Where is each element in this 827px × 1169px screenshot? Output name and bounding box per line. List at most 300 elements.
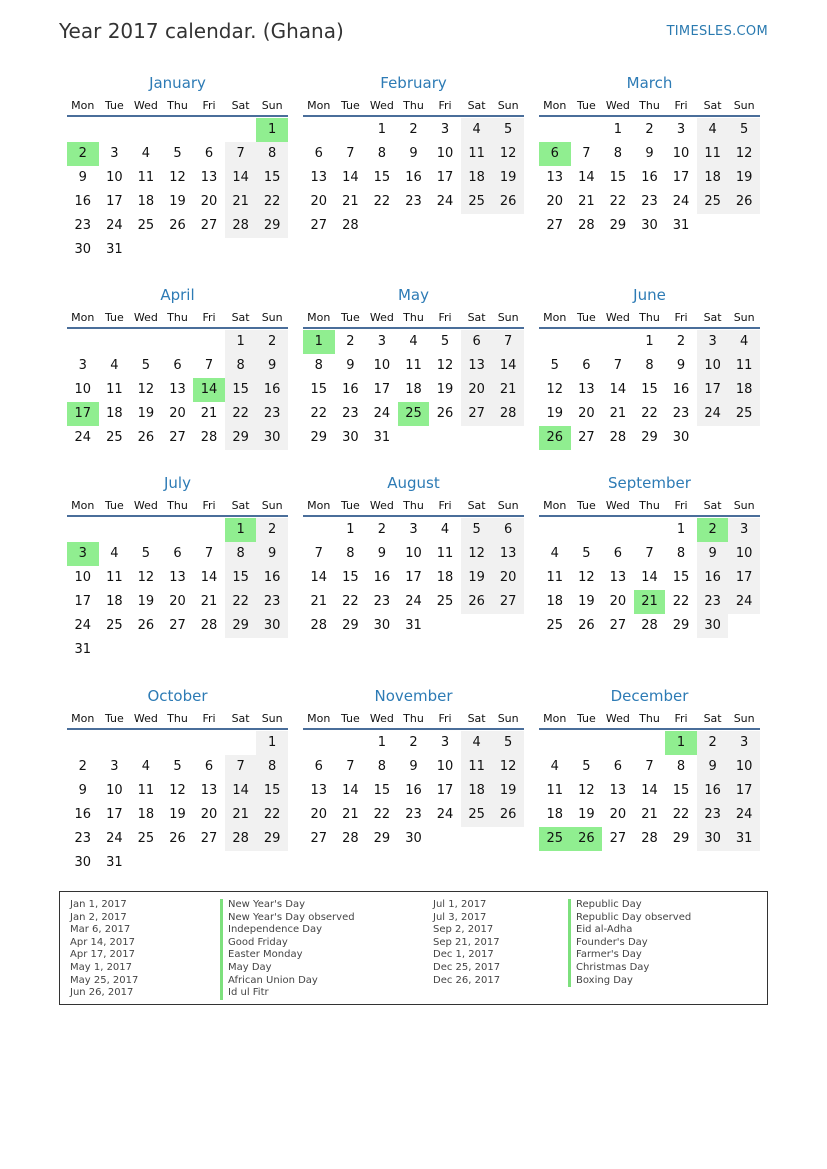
day-cell[interactable]: 30 bbox=[74, 242, 92, 257]
day-cell[interactable]: 15 bbox=[373, 170, 391, 185]
day-cell[interactable]: 20 bbox=[310, 807, 328, 822]
day-cell[interactable]: 7 bbox=[346, 759, 355, 774]
day-cell[interactable]: 3 bbox=[440, 122, 450, 137]
day-cell[interactable]: 26 bbox=[578, 618, 595, 633]
day-cell[interactable]: 11 bbox=[405, 358, 422, 373]
day-cell[interactable]: 20 bbox=[200, 807, 218, 822]
weekend-day-cell[interactable]: 17 bbox=[728, 566, 760, 590]
day-cell[interactable]: 17 bbox=[436, 783, 454, 798]
day-cell[interactable]: 6 bbox=[314, 146, 323, 161]
day-cell[interactable]: 29 bbox=[310, 430, 328, 445]
day-cell[interactable]: 12 bbox=[169, 170, 186, 185]
day-cell[interactable]: 6 bbox=[314, 759, 323, 774]
weekend-day-cell[interactable]: 26 bbox=[461, 590, 493, 614]
weekend-day-cell[interactable]: 19 bbox=[728, 166, 760, 190]
day-cell[interactable]: 30 bbox=[373, 618, 391, 633]
weekend-day-cell[interactable]: 13 bbox=[492, 542, 524, 566]
day-cell[interactable]: 19 bbox=[169, 194, 186, 209]
day-cell[interactable]: 24 bbox=[405, 594, 422, 609]
weekend-day-cell[interactable]: 27 bbox=[492, 590, 524, 614]
day-cell[interactable]: 29 bbox=[672, 618, 690, 633]
day-cell[interactable]: 13 bbox=[310, 170, 328, 185]
day-cell[interactable]: 4 bbox=[409, 334, 418, 349]
day-cell[interactable]: 5 bbox=[582, 546, 591, 561]
day-cell[interactable]: 17 bbox=[106, 194, 123, 209]
weekend-day-cell[interactable]: 5 bbox=[492, 118, 524, 142]
weekend-day-cell[interactable]: 25 bbox=[697, 190, 729, 214]
day-cell[interactable]: 13 bbox=[609, 570, 627, 585]
day-cell[interactable]: 28 bbox=[641, 831, 658, 846]
day-cell[interactable]: 5 bbox=[141, 358, 151, 373]
weekend-day-cell[interactable]: 3 bbox=[728, 518, 760, 542]
day-cell[interactable]: 10 bbox=[74, 382, 92, 397]
day-cell[interactable]: 31 bbox=[74, 642, 92, 657]
day-cell[interactable]: 17 bbox=[74, 594, 92, 609]
weekend-day-cell[interactable]: 30 bbox=[697, 614, 729, 638]
day-cell[interactable]: 22 bbox=[672, 807, 690, 822]
day-cell[interactable]: 18 bbox=[106, 406, 123, 421]
day-cell[interactable]: 4 bbox=[550, 759, 559, 774]
day-cell[interactable]: 15 bbox=[373, 783, 391, 798]
day-cell[interactable]: 28 bbox=[200, 430, 218, 445]
weekend-day-cell[interactable]: 15 bbox=[225, 566, 257, 590]
day-cell[interactable]: 13 bbox=[200, 170, 218, 185]
day-cell[interactable]: 15 bbox=[609, 170, 627, 185]
weekend-day-cell[interactable]: 16 bbox=[697, 779, 729, 803]
weekend-day-cell[interactable]: 7 bbox=[225, 142, 257, 166]
weekend-day-cell[interactable]: 5 bbox=[461, 518, 493, 542]
day-cell[interactable]: 14 bbox=[609, 382, 627, 397]
day-cell[interactable]: 20 bbox=[609, 594, 627, 609]
weekend-day-cell[interactable]: 26 bbox=[492, 803, 524, 827]
weekend-day-cell[interactable]: 2 bbox=[256, 330, 288, 354]
day-cell[interactable]: 2 bbox=[377, 522, 387, 537]
weekend-day-cell[interactable]: 17 bbox=[728, 779, 760, 803]
day-cell[interactable]: 21 bbox=[200, 594, 218, 609]
day-cell[interactable]: 20 bbox=[609, 807, 627, 822]
weekend-day-cell[interactable]: 29 bbox=[256, 214, 288, 238]
day-cell[interactable]: 28 bbox=[609, 430, 627, 445]
day-cell[interactable]: 4 bbox=[141, 759, 151, 774]
day-cell[interactable]: 25 bbox=[546, 618, 564, 633]
day-cell[interactable]: 15 bbox=[310, 382, 328, 397]
weekend-day-cell[interactable]: 15 bbox=[225, 378, 257, 402]
day-cell[interactable]: 24 bbox=[106, 831, 123, 846]
day-cell[interactable]: 31 bbox=[106, 242, 123, 257]
day-cell[interactable]: 30 bbox=[641, 218, 658, 233]
day-cell[interactable]: 21 bbox=[200, 406, 218, 421]
day-cell[interactable]: 15 bbox=[342, 570, 359, 585]
holiday-day-cell[interactable]: 3 bbox=[67, 542, 99, 566]
day-cell[interactable]: 4 bbox=[110, 358, 119, 373]
day-cell[interactable]: 12 bbox=[578, 570, 595, 585]
day-cell[interactable]: 1 bbox=[676, 522, 686, 537]
day-cell[interactable]: 3 bbox=[78, 358, 87, 373]
day-cell[interactable]: 25 bbox=[137, 831, 155, 846]
holiday-day-cell[interactable]: 6 bbox=[539, 142, 571, 166]
day-cell[interactable]: 10 bbox=[405, 546, 422, 561]
day-cell[interactable]: 13 bbox=[169, 570, 186, 585]
day-cell[interactable]: 21 bbox=[310, 594, 328, 609]
day-cell[interactable]: 13 bbox=[546, 170, 564, 185]
day-cell[interactable]: 13 bbox=[578, 382, 595, 397]
day-cell[interactable]: 20 bbox=[169, 406, 186, 421]
weekend-day-cell[interactable]: 18 bbox=[697, 166, 729, 190]
day-cell[interactable]: 26 bbox=[169, 831, 186, 846]
day-cell[interactable]: 3 bbox=[110, 759, 119, 774]
day-cell[interactable]: 24 bbox=[106, 218, 123, 233]
day-cell[interactable]: 24 bbox=[436, 194, 454, 209]
day-cell[interactable]: 20 bbox=[169, 594, 186, 609]
holiday-day-cell[interactable]: 25 bbox=[398, 402, 430, 426]
weekend-day-cell[interactable]: 25 bbox=[461, 190, 493, 214]
weekend-day-cell[interactable]: 7 bbox=[225, 755, 257, 779]
day-cell[interactable]: 27 bbox=[609, 618, 627, 633]
day-cell[interactable]: 16 bbox=[405, 170, 422, 185]
day-cell[interactable]: 22 bbox=[609, 194, 627, 209]
day-cell[interactable]: 31 bbox=[373, 430, 391, 445]
weekend-day-cell[interactable]: 18 bbox=[461, 166, 493, 190]
day-cell[interactable]: 21 bbox=[342, 807, 359, 822]
day-cell[interactable]: 16 bbox=[373, 570, 391, 585]
day-cell[interactable]: 16 bbox=[672, 382, 690, 397]
day-cell[interactable]: 7 bbox=[204, 358, 214, 373]
day-cell[interactable]: 12 bbox=[137, 570, 155, 585]
day-cell[interactable]: 12 bbox=[578, 783, 595, 798]
day-cell[interactable]: 9 bbox=[645, 146, 654, 161]
weekend-day-cell[interactable]: 24 bbox=[728, 803, 760, 827]
day-cell[interactable]: 28 bbox=[200, 618, 218, 633]
weekend-day-cell[interactable]: 19 bbox=[492, 779, 524, 803]
day-cell[interactable]: 16 bbox=[74, 194, 92, 209]
day-cell[interactable]: 5 bbox=[582, 759, 591, 774]
day-cell[interactable]: 9 bbox=[409, 146, 418, 161]
weekend-day-cell[interactable]: 6 bbox=[492, 518, 524, 542]
day-cell[interactable]: 22 bbox=[373, 807, 391, 822]
day-cell[interactable]: 20 bbox=[200, 194, 218, 209]
day-cell[interactable]: 18 bbox=[137, 194, 155, 209]
day-cell[interactable]: 24 bbox=[436, 807, 454, 822]
holiday-day-cell[interactable]: 2 bbox=[697, 518, 729, 542]
day-cell[interactable]: 6 bbox=[613, 546, 623, 561]
weekend-day-cell[interactable]: 18 bbox=[461, 779, 493, 803]
weekend-day-cell[interactable]: 14 bbox=[225, 166, 257, 190]
weekend-day-cell[interactable]: 30 bbox=[256, 426, 288, 450]
weekend-day-cell[interactable]: 30 bbox=[256, 614, 288, 638]
weekend-day-cell[interactable]: 17 bbox=[697, 378, 729, 402]
weekend-day-cell[interactable]: 29 bbox=[225, 614, 257, 638]
day-cell[interactable]: 13 bbox=[169, 382, 186, 397]
day-cell[interactable]: 10 bbox=[373, 358, 391, 373]
day-cell[interactable]: 7 bbox=[314, 546, 323, 561]
day-cell[interactable]: 16 bbox=[74, 807, 92, 822]
day-cell[interactable]: 11 bbox=[106, 382, 123, 397]
day-cell[interactable]: 11 bbox=[106, 570, 123, 585]
day-cell[interactable]: 2 bbox=[676, 334, 686, 349]
weekend-day-cell[interactable]: 23 bbox=[697, 590, 729, 614]
day-cell[interactable]: 26 bbox=[169, 218, 186, 233]
day-cell[interactable]: 8 bbox=[314, 358, 323, 373]
day-cell[interactable]: 30 bbox=[342, 430, 359, 445]
day-cell[interactable]: 8 bbox=[377, 146, 387, 161]
holiday-day-cell[interactable]: 26 bbox=[539, 426, 571, 450]
brand-link[interactable]: TIMESLES.COM bbox=[666, 24, 768, 39]
weekend-day-cell[interactable]: 21 bbox=[492, 378, 524, 402]
day-cell[interactable]: 11 bbox=[137, 783, 155, 798]
weekend-day-cell[interactable]: 20 bbox=[461, 378, 493, 402]
weekend-day-cell[interactable]: 27 bbox=[461, 402, 493, 426]
day-cell[interactable]: 23 bbox=[342, 406, 359, 421]
day-cell[interactable]: 17 bbox=[436, 170, 454, 185]
weekend-day-cell[interactable]: 5 bbox=[728, 118, 760, 142]
holiday-day-cell[interactable]: 21 bbox=[634, 590, 666, 614]
day-cell[interactable]: 24 bbox=[74, 430, 92, 445]
day-cell[interactable]: 11 bbox=[546, 570, 564, 585]
day-cell[interactable]: 18 bbox=[546, 807, 564, 822]
day-cell[interactable]: 5 bbox=[173, 759, 182, 774]
weekend-day-cell[interactable]: 14 bbox=[492, 354, 524, 378]
day-cell[interactable]: 19 bbox=[169, 807, 186, 822]
weekend-day-cell[interactable]: 12 bbox=[492, 755, 524, 779]
holiday-day-cell[interactable]: 2 bbox=[67, 142, 99, 166]
day-cell[interactable]: 22 bbox=[641, 406, 658, 421]
day-cell[interactable]: 18 bbox=[106, 594, 123, 609]
day-cell[interactable]: 6 bbox=[204, 759, 214, 774]
day-cell[interactable]: 9 bbox=[78, 170, 87, 185]
day-cell[interactable]: 8 bbox=[613, 146, 623, 161]
day-cell[interactable]: 27 bbox=[578, 430, 595, 445]
weekend-day-cell[interactable]: 23 bbox=[256, 590, 288, 614]
day-cell[interactable]: 29 bbox=[373, 831, 391, 846]
day-cell[interactable]: 10 bbox=[106, 783, 123, 798]
day-cell[interactable]: 14 bbox=[641, 783, 658, 798]
day-cell[interactable]: 27 bbox=[609, 831, 627, 846]
day-cell[interactable]: 17 bbox=[373, 382, 391, 397]
day-cell[interactable]: 23 bbox=[672, 406, 690, 421]
day-cell[interactable]: 17 bbox=[405, 570, 422, 585]
day-cell[interactable]: 28 bbox=[310, 618, 328, 633]
weekend-day-cell[interactable]: 4 bbox=[461, 118, 493, 142]
day-cell[interactable]: 28 bbox=[342, 831, 359, 846]
weekend-day-cell[interactable]: 19 bbox=[492, 166, 524, 190]
day-cell[interactable]: 6 bbox=[613, 759, 623, 774]
day-cell[interactable]: 20 bbox=[310, 194, 328, 209]
day-cell[interactable]: 6 bbox=[173, 546, 182, 561]
weekend-day-cell[interactable]: 22 bbox=[225, 590, 257, 614]
day-cell[interactable]: 19 bbox=[137, 594, 155, 609]
day-cell[interactable]: 7 bbox=[582, 146, 591, 161]
holiday-day-cell[interactable]: 1 bbox=[256, 118, 288, 142]
day-cell[interactable]: 16 bbox=[342, 382, 359, 397]
day-cell[interactable]: 9 bbox=[409, 759, 418, 774]
day-cell[interactable]: 23 bbox=[74, 831, 92, 846]
day-cell[interactable]: 9 bbox=[78, 783, 87, 798]
day-cell[interactable]: 30 bbox=[672, 430, 690, 445]
day-cell[interactable]: 21 bbox=[609, 406, 627, 421]
weekend-day-cell[interactable]: 16 bbox=[256, 378, 288, 402]
weekend-day-cell[interactable]: 29 bbox=[225, 426, 257, 450]
day-cell[interactable]: 10 bbox=[672, 146, 690, 161]
day-cell[interactable]: 22 bbox=[373, 194, 391, 209]
day-cell[interactable]: 10 bbox=[436, 759, 454, 774]
day-cell[interactable]: 20 bbox=[546, 194, 564, 209]
day-cell[interactable]: 13 bbox=[310, 783, 328, 798]
weekend-day-cell[interactable]: 4 bbox=[461, 731, 493, 755]
day-cell[interactable]: 28 bbox=[342, 218, 359, 233]
weekend-day-cell[interactable]: 10 bbox=[728, 755, 760, 779]
weekend-day-cell[interactable]: 9 bbox=[697, 755, 729, 779]
day-cell[interactable]: 9 bbox=[377, 546, 387, 561]
day-cell[interactable]: 13 bbox=[200, 783, 218, 798]
day-cell[interactable]: 29 bbox=[342, 618, 359, 633]
day-cell[interactable]: 25 bbox=[436, 594, 454, 609]
day-cell[interactable]: 12 bbox=[169, 783, 186, 798]
weekend-day-cell[interactable]: 26 bbox=[728, 190, 760, 214]
day-cell[interactable]: 4 bbox=[141, 146, 151, 161]
day-cell[interactable]: 18 bbox=[137, 807, 155, 822]
day-cell[interactable]: 12 bbox=[436, 358, 454, 373]
day-cell[interactable]: 11 bbox=[436, 546, 454, 561]
day-cell[interactable]: 18 bbox=[436, 570, 454, 585]
day-cell[interactable]: 4 bbox=[550, 546, 559, 561]
day-cell[interactable]: 14 bbox=[200, 570, 218, 585]
weekend-day-cell[interactable]: 9 bbox=[256, 354, 288, 378]
weekend-day-cell[interactable]: 24 bbox=[728, 590, 760, 614]
day-cell[interactable]: 27 bbox=[200, 831, 218, 846]
day-cell[interactable]: 3 bbox=[377, 334, 387, 349]
holiday-day-cell[interactable]: 14 bbox=[193, 378, 225, 402]
weekend-day-cell[interactable]: 11 bbox=[728, 354, 760, 378]
weekend-day-cell[interactable]: 1 bbox=[256, 731, 288, 755]
weekend-day-cell[interactable]: 29 bbox=[256, 827, 288, 851]
day-cell[interactable]: 8 bbox=[377, 759, 387, 774]
day-cell[interactable]: 19 bbox=[578, 807, 595, 822]
weekend-day-cell[interactable]: 22 bbox=[256, 803, 288, 827]
day-cell[interactable]: 3 bbox=[440, 735, 450, 750]
weekend-day-cell[interactable]: 15 bbox=[256, 779, 288, 803]
day-cell[interactable]: 5 bbox=[141, 546, 151, 561]
day-cell[interactable]: 7 bbox=[204, 546, 214, 561]
weekend-day-cell[interactable]: 25 bbox=[461, 803, 493, 827]
day-cell[interactable]: 27 bbox=[310, 218, 328, 233]
day-cell[interactable]: 5 bbox=[173, 146, 182, 161]
day-cell[interactable]: 25 bbox=[106, 618, 123, 633]
weekend-day-cell[interactable]: 26 bbox=[492, 190, 524, 214]
holiday-day-cell[interactable]: 1 bbox=[225, 518, 257, 542]
weekend-day-cell[interactable]: 21 bbox=[225, 190, 257, 214]
day-cell[interactable]: 23 bbox=[405, 807, 422, 822]
weekend-day-cell[interactable]: 20 bbox=[492, 566, 524, 590]
day-cell[interactable]: 3 bbox=[409, 522, 418, 537]
day-cell[interactable]: 19 bbox=[137, 406, 155, 421]
weekend-day-cell[interactable]: 22 bbox=[225, 402, 257, 426]
day-cell[interactable]: 7 bbox=[645, 759, 654, 774]
day-cell[interactable]: 14 bbox=[342, 170, 359, 185]
holiday-day-cell[interactable]: 1 bbox=[303, 330, 335, 354]
weekend-day-cell[interactable]: 11 bbox=[461, 142, 493, 166]
day-cell[interactable]: 2 bbox=[409, 122, 418, 137]
weekend-day-cell[interactable]: 21 bbox=[225, 803, 257, 827]
day-cell[interactable]: 5 bbox=[550, 358, 559, 373]
day-cell[interactable]: 14 bbox=[578, 170, 595, 185]
weekend-day-cell[interactable]: 3 bbox=[728, 731, 760, 755]
day-cell[interactable]: 24 bbox=[373, 406, 391, 421]
day-cell[interactable]: 26 bbox=[137, 618, 155, 633]
weekend-day-cell[interactable]: 9 bbox=[697, 542, 729, 566]
day-cell[interactable]: 23 bbox=[641, 194, 658, 209]
day-cell[interactable]: 27 bbox=[546, 218, 564, 233]
day-cell[interactable]: 15 bbox=[672, 783, 690, 798]
day-cell[interactable]: 22 bbox=[672, 594, 690, 609]
weekend-day-cell[interactable]: 10 bbox=[697, 354, 729, 378]
day-cell[interactable]: 29 bbox=[672, 831, 690, 846]
day-cell[interactable]: 5 bbox=[440, 334, 450, 349]
weekend-day-cell[interactable]: 16 bbox=[256, 566, 288, 590]
day-cell[interactable]: 17 bbox=[672, 170, 690, 185]
weekend-day-cell[interactable]: 19 bbox=[461, 566, 493, 590]
day-cell[interactable]: 15 bbox=[641, 382, 658, 397]
day-cell[interactable]: 14 bbox=[641, 570, 658, 585]
weekend-day-cell[interactable]: 31 bbox=[728, 827, 760, 851]
weekend-day-cell[interactable]: 11 bbox=[697, 142, 729, 166]
weekend-day-cell[interactable]: 9 bbox=[256, 542, 288, 566]
weekend-day-cell[interactable]: 28 bbox=[225, 827, 257, 851]
day-cell[interactable]: 28 bbox=[578, 218, 595, 233]
weekend-day-cell[interactable]: 8 bbox=[225, 542, 257, 566]
day-cell[interactable]: 2 bbox=[645, 122, 654, 137]
holiday-day-cell[interactable]: 26 bbox=[571, 827, 603, 851]
day-cell[interactable]: 8 bbox=[676, 546, 686, 561]
day-cell[interactable]: 7 bbox=[346, 146, 355, 161]
day-cell[interactable]: 21 bbox=[578, 194, 595, 209]
day-cell[interactable]: 2 bbox=[78, 759, 87, 774]
day-cell[interactable]: 24 bbox=[74, 618, 92, 633]
weekend-day-cell[interactable]: 2 bbox=[697, 731, 729, 755]
day-cell[interactable]: 1 bbox=[645, 334, 654, 349]
day-cell[interactable]: 1 bbox=[377, 735, 387, 750]
weekend-day-cell[interactable]: 23 bbox=[697, 803, 729, 827]
weekend-day-cell[interactable]: 4 bbox=[728, 330, 760, 354]
day-cell[interactable]: 7 bbox=[613, 358, 623, 373]
day-cell[interactable]: 4 bbox=[440, 522, 450, 537]
day-cell[interactable]: 20 bbox=[578, 406, 595, 421]
day-cell[interactable]: 26 bbox=[137, 430, 155, 445]
day-cell[interactable]: 16 bbox=[641, 170, 658, 185]
day-cell[interactable]: 9 bbox=[346, 358, 355, 373]
weekend-day-cell[interactable]: 4 bbox=[697, 118, 729, 142]
day-cell[interactable]: 23 bbox=[74, 218, 92, 233]
weekend-day-cell[interactable]: 8 bbox=[225, 354, 257, 378]
day-cell[interactable]: 1 bbox=[377, 122, 387, 137]
holiday-day-cell[interactable]: 25 bbox=[539, 827, 571, 851]
day-cell[interactable]: 21 bbox=[641, 807, 658, 822]
day-cell[interactable]: 27 bbox=[169, 618, 186, 633]
day-cell[interactable]: 22 bbox=[310, 406, 328, 421]
weekend-day-cell[interactable]: 3 bbox=[697, 330, 729, 354]
day-cell[interactable]: 4 bbox=[110, 546, 119, 561]
weekend-day-cell[interactable]: 28 bbox=[492, 402, 524, 426]
day-cell[interactable]: 11 bbox=[137, 170, 155, 185]
day-cell[interactable]: 14 bbox=[310, 570, 328, 585]
weekend-day-cell[interactable]: 22 bbox=[256, 190, 288, 214]
day-cell[interactable]: 29 bbox=[609, 218, 627, 233]
day-cell[interactable]: 12 bbox=[137, 382, 155, 397]
day-cell[interactable]: 16 bbox=[405, 783, 422, 798]
holiday-day-cell[interactable]: 1 bbox=[665, 731, 697, 755]
weekend-day-cell[interactable]: 30 bbox=[697, 827, 729, 851]
day-cell[interactable]: 12 bbox=[546, 382, 564, 397]
day-cell[interactable]: 22 bbox=[342, 594, 359, 609]
